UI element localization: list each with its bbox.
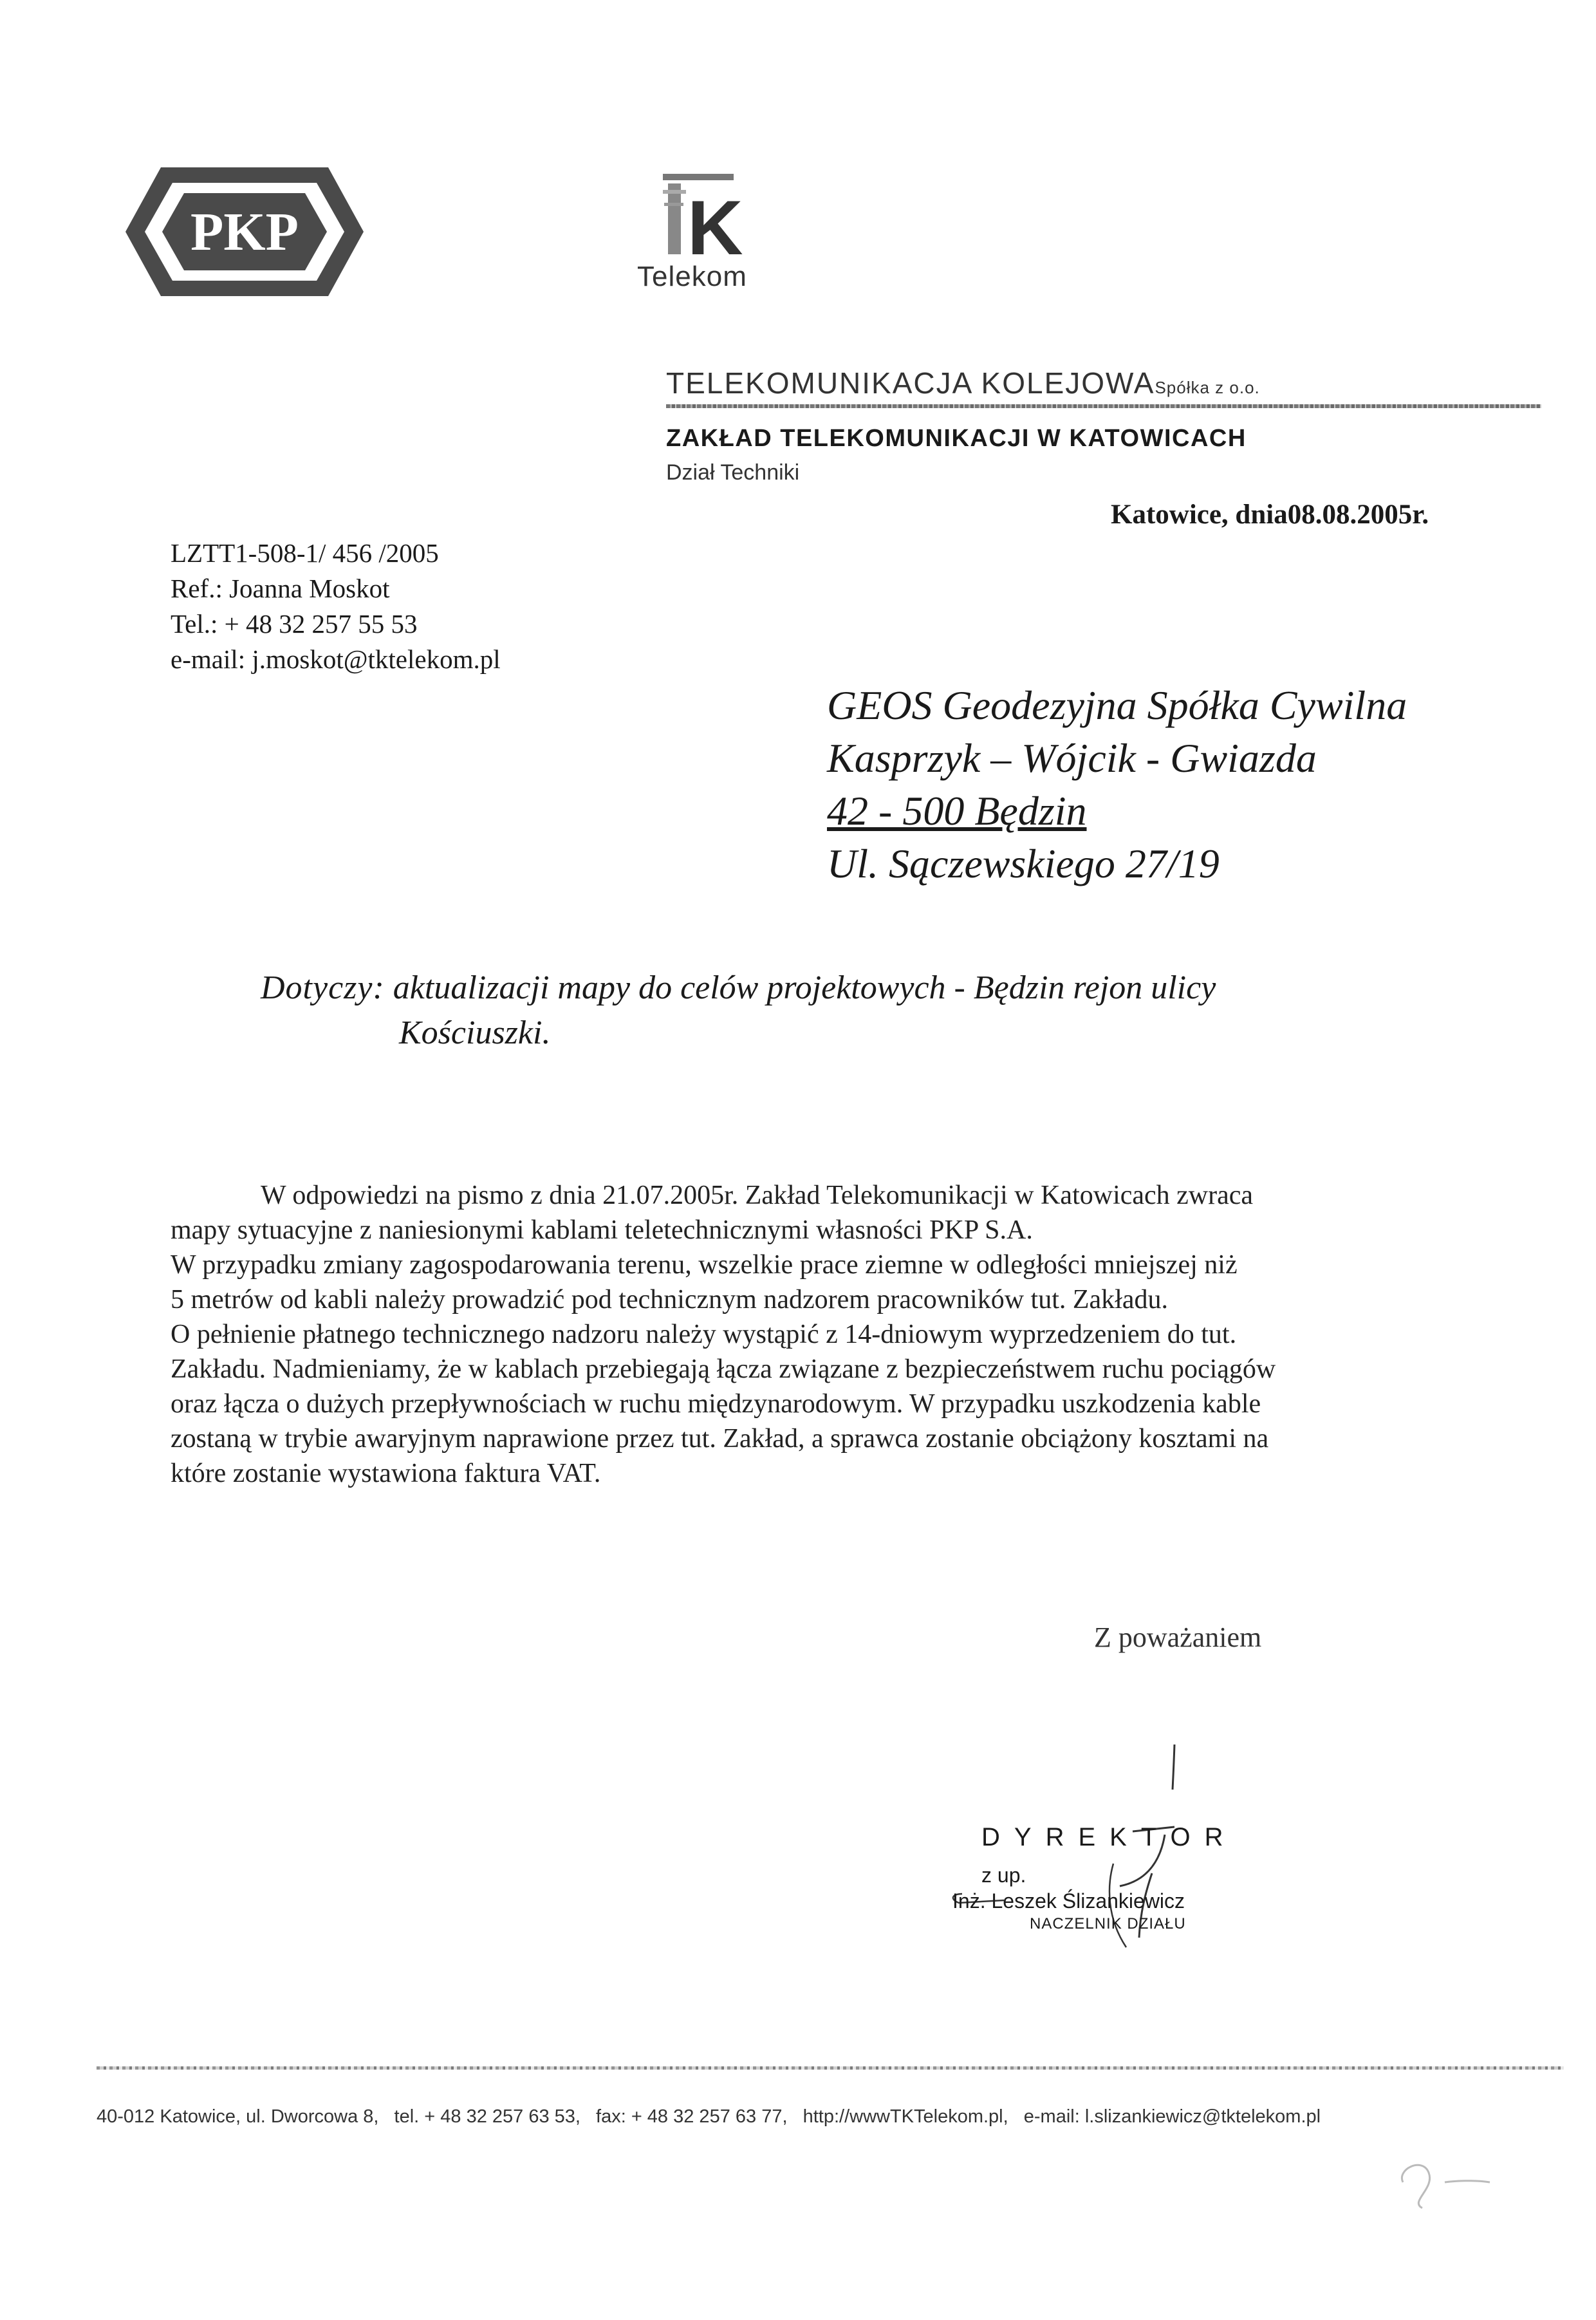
signature-role: NACZELNIK DZIAŁU: [1030, 1915, 1186, 1932]
footer-tel: tel. + 48 32 257 63 53,: [394, 2106, 580, 2127]
department-sub: Dział Techniki: [666, 460, 800, 485]
body-line: 5 metrów od kabli należy prowadzić pod technicznym nadzorem pracowników tut. Zakładu.: [171, 1285, 1168, 1314]
company-suffix: Spółka z o.o.: [1155, 378, 1260, 397]
body-line: oraz łącza o dużych przepływnościach w ruchu międzynarodowym. W przypadku uszkodzenia kable: [171, 1389, 1261, 1419]
subject-label: Dotyczy:: [261, 969, 385, 1006]
tk-logo-letter: K: [687, 185, 743, 261]
letter-body: [171, 1178, 1471, 1491]
reference-tel: Tel.: + 48 32 257 55 53: [171, 609, 418, 639]
footer-address: 40-012 Katowice, ul. Dworcowa 8,: [97, 2106, 379, 2127]
body-line: W przypadku zmiany zagospodarowania terenu, wszelkie prace ziemne w odległości mniejszej niż: [171, 1250, 1238, 1280]
body-line: zostaną w trybie awaryjnym naprawione przez tut. Zakład, a sprawca zostanie obciążony kosztami na: [171, 1424, 1269, 1454]
body-line: W odpowiedzi na pismo z dnia 21.07.2005r. Zakład Telekomunikacji w Katowicach zwraca: [261, 1181, 1254, 1210]
body-line: które zostanie wystawiona faktura VAT.: [171, 1459, 601, 1488]
closing: Z poważaniem: [1094, 1622, 1262, 1653]
body-line: O pełnienie płatnego technicznego nadzoru należy wystąpić z 14-dniowym wyprzedzeniem do tut.: [171, 1320, 1237, 1349]
company-name: [666, 366, 1260, 400]
reference-block: [171, 536, 501, 677]
signature-name: Inż. Leszek Ślizankiewicz: [952, 1889, 1185, 1913]
footer-divider: [97, 2066, 1564, 2070]
subject: [261, 966, 1419, 1056]
body-line: Zakładu. Nadmieniamy, że w kablach przebiegają łącza związane z bezpieczeństwem ruchu pociągów: [171, 1354, 1276, 1384]
signature-on-behalf: z up.: [981, 1864, 1026, 1887]
department-name: ZAKŁAD TELEKOMUNIKACJI W KATOWICACH: [666, 425, 1247, 452]
footer-web: http://wwwTKTelekom.pl,: [803, 2106, 1008, 2127]
addressee-line-3: 42 - 500 Będzin: [827, 788, 1087, 834]
subject-line-2: Kościuszki.: [399, 1015, 551, 1051]
pkp-logo: [122, 161, 367, 303]
reference-person: Ref.: Joanna Moskot: [171, 574, 390, 603]
addressee-line-4: Ul. Sączewskiego 27/19: [827, 841, 1220, 886]
tk-logo-label: Telekom: [637, 261, 747, 292]
margin-mark: [1384, 2144, 1499, 2221]
header-divider: [666, 404, 1541, 408]
signature-title: DYREKTOR: [981, 1823, 1238, 1851]
addressee: [827, 679, 1407, 890]
footer-email: e-mail: l.slizankiewicz@tktelekom.pl: [1023, 2106, 1321, 2127]
reference-email: e-mail: j.moskot@tktelekom.pl: [171, 644, 501, 674]
subject-line-1: aktualizacji mapy do celów projektowych - Będzin rejon ulicy: [393, 969, 1216, 1006]
company-name-main: TELEKOMUNIKACJA KOLEJOWA: [666, 366, 1155, 400]
footer: [97, 2106, 1331, 2128]
place-date: Katowice, dnia08.08.2005r.: [1111, 500, 1429, 530]
addressee-line-1: GEOS Geodezyjna Spółka Cywilna: [827, 682, 1407, 728]
pkp-logo-text: PKP: [190, 202, 299, 262]
body-line: mapy sytuacyjne z naniesionymi kablami teletechnicznymi własności PKP S.A.: [171, 1215, 1033, 1245]
addressee-line-2: Kasprzyk – Wójcik - Gwiazda: [827, 735, 1317, 781]
footer-fax: fax: + 48 32 257 63 77,: [596, 2106, 788, 2127]
reference-number: LZTT1-508-1/ 456 /2005: [171, 538, 439, 568]
